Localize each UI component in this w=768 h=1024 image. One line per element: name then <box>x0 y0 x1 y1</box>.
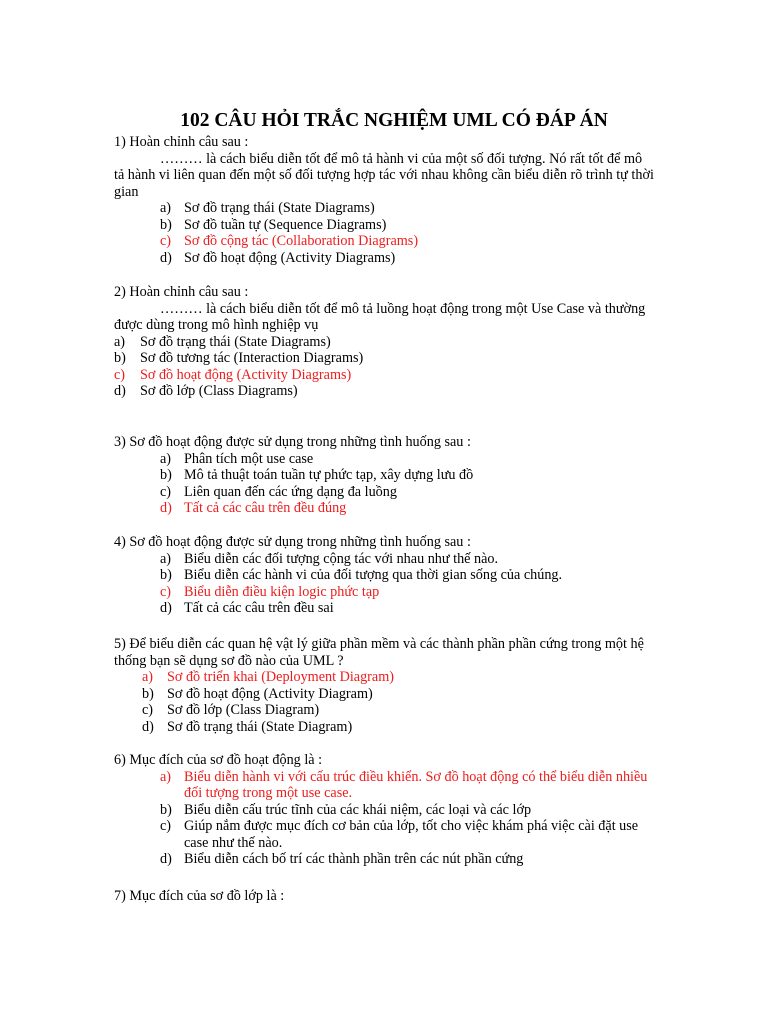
option-text: Giúp nắm được mục đích cơ bản của lớp, tốt cho việc khám phá việc cài đặt use case như thế nào. <box>184 818 639 851</box>
option-text: Phân tích một use case <box>184 450 314 467</box>
option-text: Biểu diễn điều kiện logic phức tạp <box>184 583 380 600</box>
option-letter: c) <box>160 233 172 249</box>
option-text: Sơ đồ trạng thái (State Diagrams) <box>184 200 375 216</box>
option-letter: a) <box>160 200 172 216</box>
option-b <box>114 686 654 703</box>
option-letter: d) <box>160 249 172 266</box>
option-text: Biểu diễn cách bố trí các thành phần trên các nút phần cứng <box>184 851 524 867</box>
option-letter: d) <box>114 383 126 399</box>
option-a <box>114 451 654 468</box>
option-d-correct-answer <box>114 500 654 517</box>
option-text: Sơ đồ tuần tự (Sequence Diagrams) <box>184 216 387 233</box>
option-text: Tất cả các câu trên đều sai <box>184 600 334 616</box>
question-1-stem: ……… là cách biểu diễn tốt để mô tả hành vi của một số đối tượng. Nó rất tốt để mô tả hành vi liên quan đến một số đối tượng hợp tác với nhau không cần biểu diễn rõ trình tự thời gian <box>114 150 654 200</box>
option-text: Sơ đồ lớp (Class Diagram) <box>167 702 320 718</box>
option-c <box>114 818 654 851</box>
option-a <box>114 551 654 568</box>
question-2-options <box>114 334 654 400</box>
option-letter: c) <box>160 583 172 600</box>
option-text: Biểu diễn các đối tượng cộng tác với nhau như thế nào. <box>184 550 499 567</box>
option-a <box>114 334 654 351</box>
option-letter: b) <box>160 216 172 233</box>
option-d <box>114 250 654 267</box>
question-2-heading: 2) Hoàn chỉnh câu sau : <box>114 284 249 300</box>
option-c <box>114 702 654 719</box>
question-1 <box>114 134 654 266</box>
option-text: Sơ đồ hoạt động (Activity Diagrams) <box>140 366 352 383</box>
question-6-options <box>114 769 654 868</box>
question-7-heading: 7) Mục đích của sơ đồ lớp là : <box>114 888 285 904</box>
option-c <box>114 484 654 501</box>
option-text: Tất cả các câu trên đều đúng <box>184 500 347 516</box>
question-4-options <box>114 551 654 617</box>
option-b <box>114 350 654 367</box>
option-letter: a) <box>114 333 126 350</box>
option-letter: c) <box>114 366 126 383</box>
option-d <box>114 600 654 617</box>
question-3-heading: 3) Sơ đồ hoạt động được sử dụng trong những tình huống sau : <box>114 434 471 450</box>
option-text: Sơ đồ triển khai (Deployment Diagram) <box>167 669 394 685</box>
option-a-correct-answer <box>114 769 654 802</box>
option-letter: d) <box>160 500 172 516</box>
document-title: 102 CÂU HỎI TRẮC NGHIỆM UML CÓ ĐÁP ÁN <box>180 110 608 131</box>
option-c-correct-answer <box>114 233 654 250</box>
question-5-heading: 5) Để biểu diễn các quan hệ vật lý giữa phần mềm và các thành phần phần cứng trong một hệ thống bạn sẽ dụng sơ đồ nào của UML ? <box>114 636 644 669</box>
option-text: Sơ đồ hoạt động (Activity Diagram) <box>167 685 373 702</box>
option-letter: c) <box>142 702 154 718</box>
option-text: Mô tả thuật toán tuần tự phức tạp, xây dựng lưu đồ <box>184 467 474 483</box>
option-letter: c) <box>160 483 172 500</box>
option-letter: a) <box>160 450 172 467</box>
option-letter: a) <box>160 768 172 785</box>
option-text: Sơ đồ trạng thái (State Diagram) <box>167 718 353 735</box>
option-letter: a) <box>160 550 172 567</box>
question-2-stem: ……… là cách biểu diễn tốt để mô tả luồng hoạt động trong một Use Case và thường được dùng trong mô hình nghiệp vụ <box>114 300 646 333</box>
option-letter: a) <box>142 669 154 685</box>
question-3 <box>114 434 654 517</box>
option-letter: d) <box>160 600 172 616</box>
question-4 <box>114 534 654 617</box>
option-a <box>114 200 654 217</box>
question-3-options <box>114 451 654 517</box>
option-letter: b) <box>114 350 126 366</box>
option-letter: b) <box>142 685 154 702</box>
option-letter: d) <box>160 851 172 867</box>
option-b <box>114 802 654 819</box>
option-letter: b) <box>160 467 172 483</box>
question-1-options <box>114 200 654 266</box>
option-letter: d) <box>142 718 154 735</box>
option-c-correct-answer <box>114 367 654 384</box>
option-text: Liên quan đến các ứng dạng đa luồng <box>184 483 397 500</box>
question-2 <box>114 284 654 400</box>
option-text: Sơ đồ lớp (Class Diagrams) <box>140 383 298 399</box>
option-b <box>114 467 654 484</box>
option-a-correct-answer <box>114 669 654 686</box>
option-text: Biểu diễn cấu trúc tĩnh của các khái niệm, các loại và các lớp <box>184 801 532 818</box>
option-text: Sơ đồ cộng tác (Collaboration Diagrams) <box>184 233 419 249</box>
option-letter: b) <box>160 567 172 583</box>
option-c-correct-answer <box>114 584 654 601</box>
option-letter: b) <box>160 801 172 818</box>
option-text: Sơ đồ trạng thái (State Diagrams) <box>140 333 331 350</box>
option-text: Biểu diễn hành vi với cấu trúc điều khiển. Sơ đồ hoạt động có thể biểu diễn nhiều đối tượng trong một use case. <box>184 768 648 801</box>
option-text: Biểu diễn các hành vi của đối tượng qua thời gian sống của chúng. <box>184 567 563 583</box>
question-4-heading: 4) Sơ đồ hoạt động được sử dụng trong những tình huống sau : <box>114 534 471 550</box>
option-b <box>114 217 654 234</box>
question-6 <box>114 752 654 868</box>
question-6-heading: 6) Mục đích của sơ đồ hoạt động là : <box>114 752 323 768</box>
option-b <box>114 567 654 584</box>
question-7 <box>114 888 654 905</box>
option-text: Sơ đồ tương tác (Interaction Diagrams) <box>140 350 364 366</box>
option-d <box>114 851 654 868</box>
question-5-options <box>114 669 654 735</box>
question-1-heading: 1) Hoàn chỉnh câu sau : <box>114 134 249 150</box>
question-5 <box>114 636 654 735</box>
option-text: Sơ đồ hoạt động (Activity Diagrams) <box>184 249 396 266</box>
option-letter: c) <box>160 818 172 834</box>
option-d <box>114 719 654 736</box>
option-d <box>114 383 654 400</box>
